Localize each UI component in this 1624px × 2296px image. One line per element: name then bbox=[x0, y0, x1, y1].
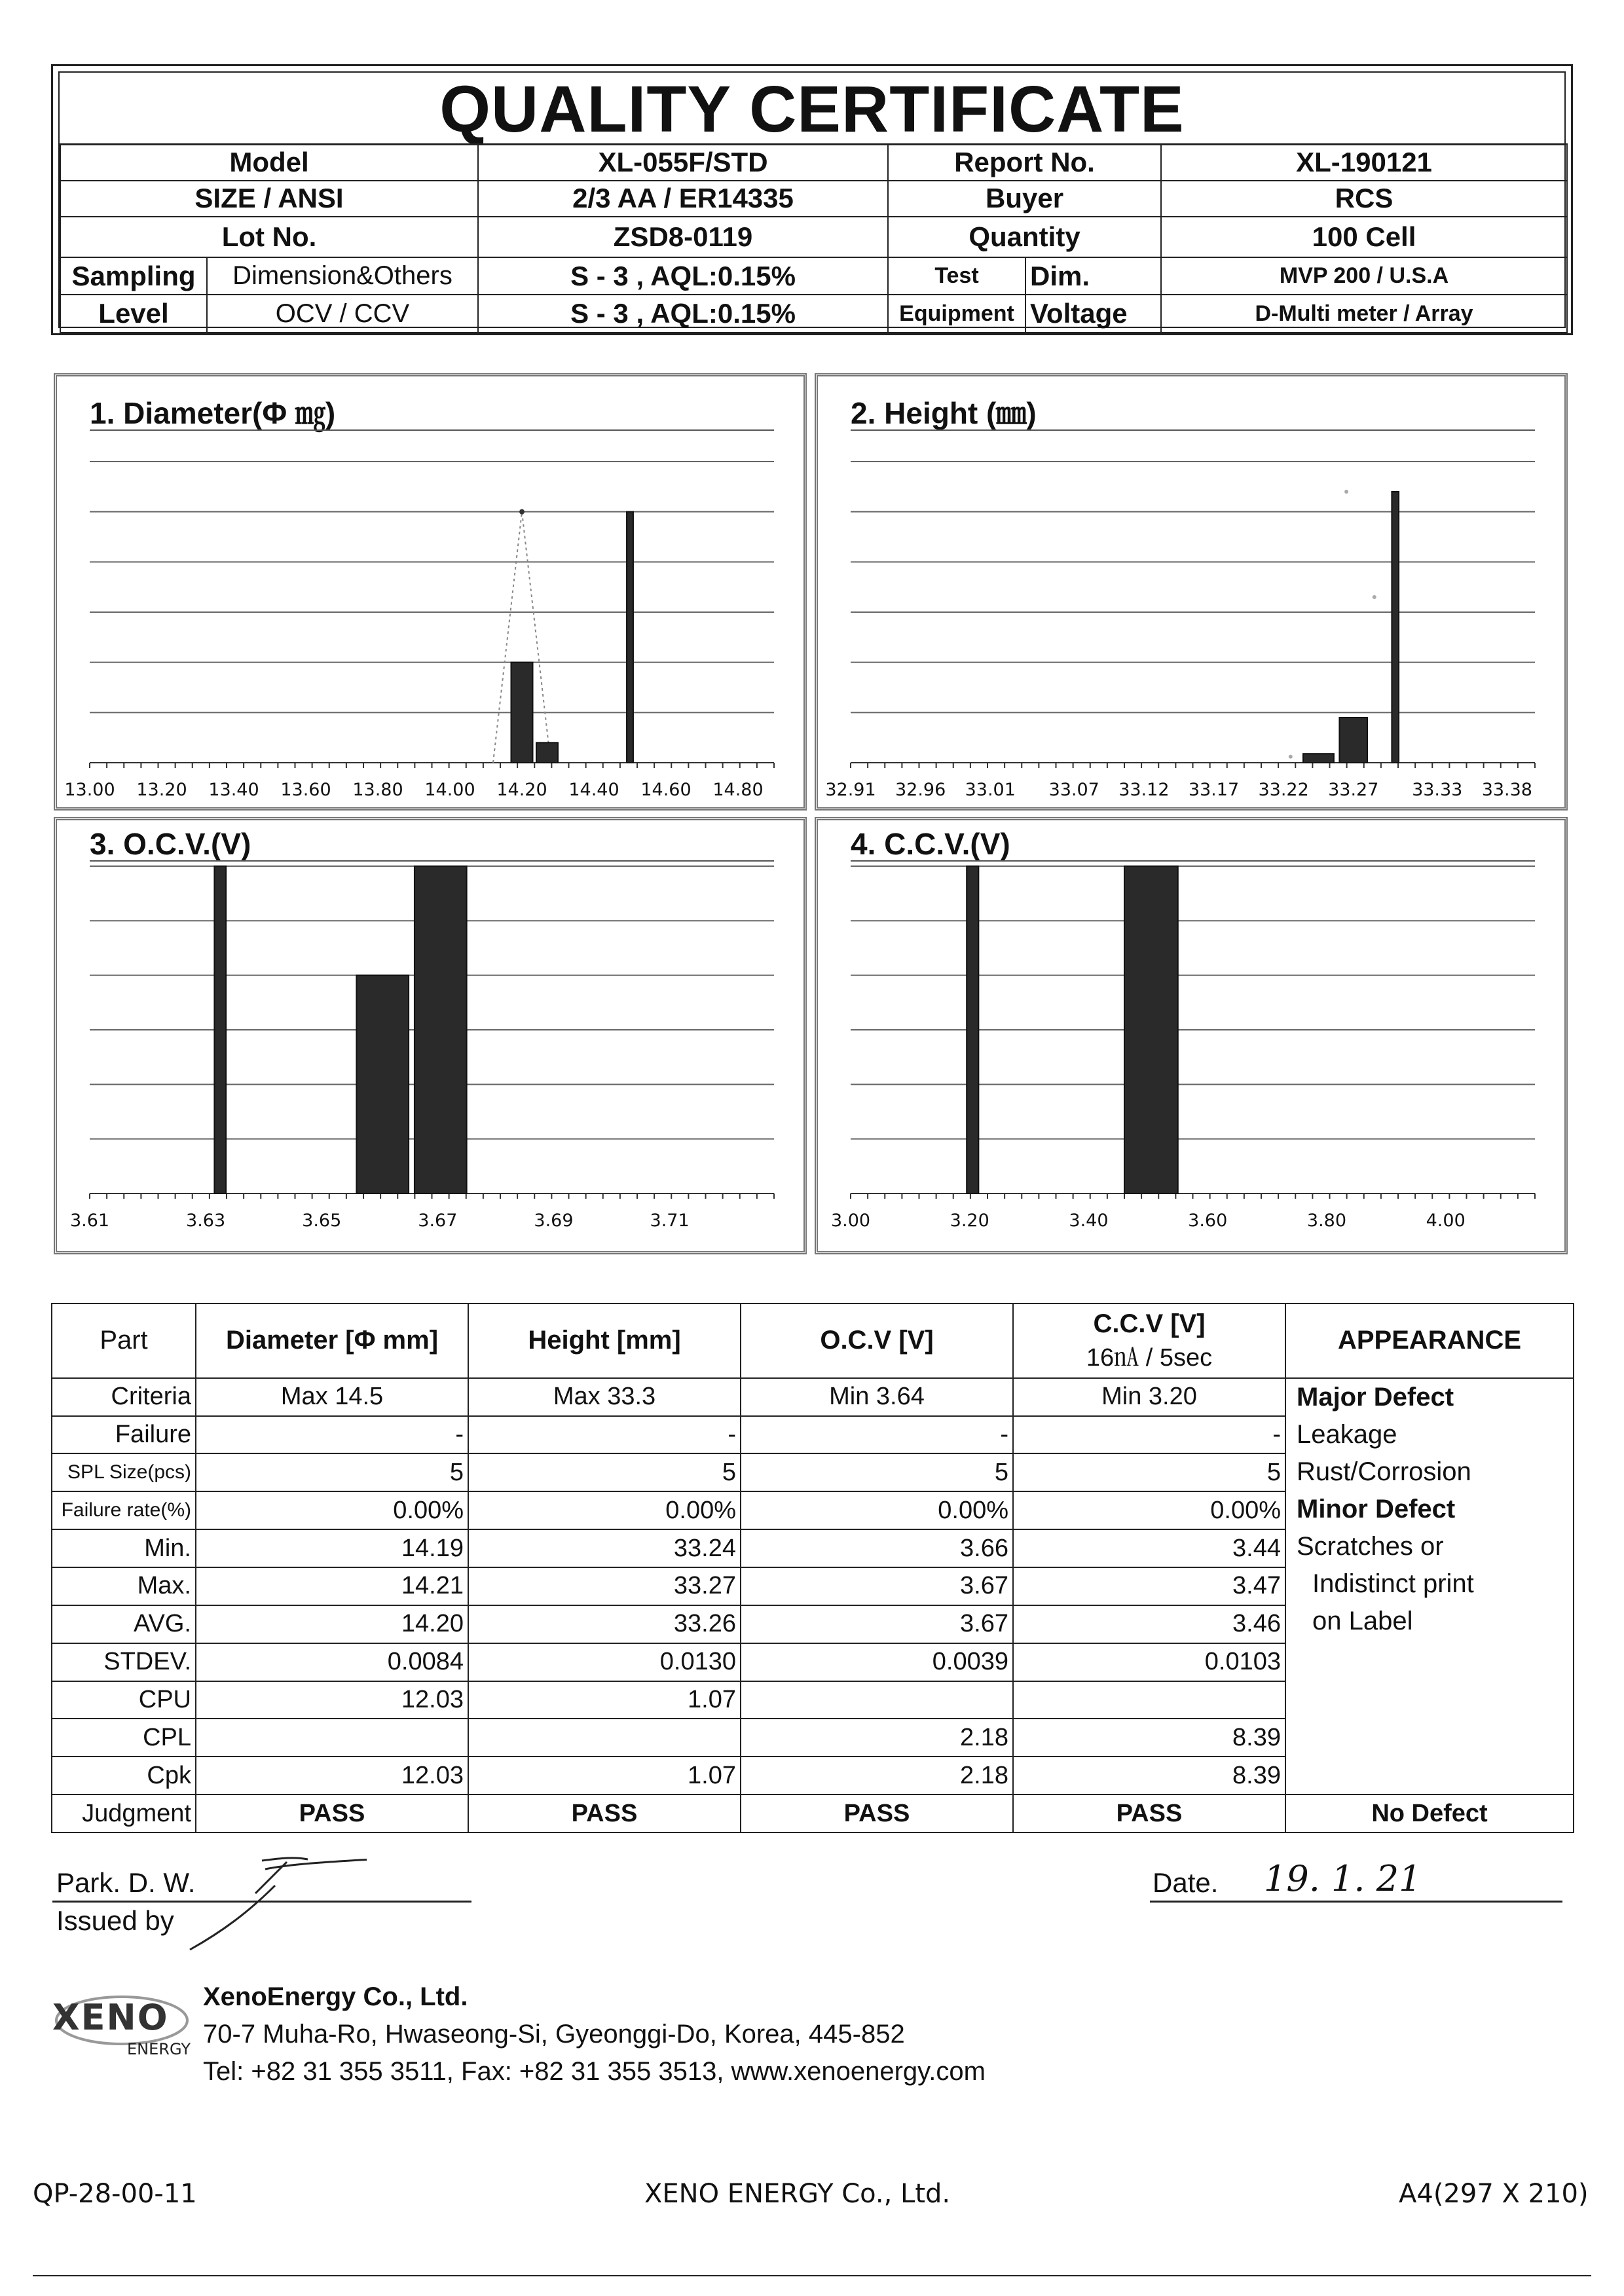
row-label: CPU bbox=[52, 1681, 196, 1719]
appearance-major-title: Major Defect bbox=[1297, 1382, 1454, 1412]
table-cell-diameter: 14.21 bbox=[196, 1567, 468, 1605]
table-cell-ocv: 0.0039 bbox=[741, 1643, 1013, 1681]
x-tick-label: 3.61 bbox=[69, 1211, 110, 1231]
bar bbox=[627, 512, 633, 763]
table-cell-height: 33.26 bbox=[468, 1605, 741, 1643]
diameter-header: Diameter [Φ mm] bbox=[196, 1303, 468, 1378]
x-tick-label: 33.22 bbox=[1258, 780, 1309, 800]
certificate-title: QUALITY CERTIFICATE bbox=[60, 73, 1564, 145]
bar bbox=[1392, 492, 1399, 763]
table-cell-diameter: 0.0084 bbox=[196, 1643, 468, 1681]
data-point bbox=[1373, 595, 1376, 599]
chart-title: 2. Height (㎜) bbox=[851, 396, 1037, 430]
signature-mark bbox=[170, 1846, 367, 1951]
appearance-major-1: Leakage bbox=[1297, 1419, 1397, 1449]
x-tick-label: 13.00 bbox=[64, 780, 115, 800]
quantity-value: 100 Cell bbox=[1161, 217, 1567, 257]
x-tick-label: 3.63 bbox=[186, 1211, 226, 1231]
bar bbox=[536, 742, 558, 763]
x-tick-label: 13.40 bbox=[208, 780, 259, 800]
report-value: XL-190121 bbox=[1161, 144, 1567, 181]
judgment-appearance: No Defect bbox=[1285, 1795, 1574, 1832]
x-tick-label: 3.20 bbox=[950, 1211, 989, 1231]
table-cell-ocv: Min 3.64 bbox=[741, 1378, 1013, 1416]
table-cell-height: Max 33.3 bbox=[468, 1378, 741, 1416]
size-label: SIZE / ANSI bbox=[60, 181, 478, 217]
buyer-value: RCS bbox=[1161, 181, 1567, 217]
x-tick-label: 33.17 bbox=[1188, 780, 1240, 800]
table-cell-diameter: Max 14.5 bbox=[196, 1378, 468, 1416]
buyer-label: Buyer bbox=[888, 181, 1161, 217]
bar bbox=[967, 866, 978, 1194]
bar bbox=[214, 866, 226, 1194]
row-label: AVG. bbox=[52, 1605, 196, 1643]
x-tick-label: 33.01 bbox=[965, 780, 1016, 800]
bottom-rule bbox=[33, 2275, 1591, 2276]
ocv-header: O.C.V [V] bbox=[741, 1303, 1013, 1378]
header-info-table bbox=[60, 143, 1568, 333]
appearance-major-2: Rust/Corrosion bbox=[1297, 1457, 1471, 1486]
level-label: Level bbox=[60, 295, 207, 333]
company-address: 70-7 Muha-Ro, Hwaseong-Si, Gyeonggi-Do, Korea, 445-852 bbox=[203, 2020, 905, 2049]
x-tick-label: 3.60 bbox=[1188, 1211, 1228, 1231]
date-value: 19. 1. 21 bbox=[1264, 1858, 1422, 1899]
table-cell-ccv: 3.47 bbox=[1013, 1567, 1285, 1605]
equipment-label: Equipment bbox=[888, 295, 1025, 333]
company-logo bbox=[48, 1984, 206, 2075]
x-tick-label: 3.69 bbox=[534, 1211, 574, 1231]
table-cell-height: 0.00% bbox=[468, 1491, 741, 1529]
results-table-body bbox=[52, 1378, 1574, 1832]
x-tick-label: 3.00 bbox=[830, 1211, 871, 1231]
table-cell-height: 33.27 bbox=[468, 1567, 741, 1605]
curve-peak-point bbox=[519, 509, 525, 515]
table-cell-diameter: 14.20 bbox=[196, 1605, 468, 1643]
ccv-header-cell bbox=[1013, 1303, 1285, 1378]
x-tick-label: 32.96 bbox=[895, 780, 946, 800]
row-label: STDEV. bbox=[52, 1643, 196, 1681]
date-label: Date. bbox=[1153, 1867, 1219, 1898]
appearance-header: APPEARANCE bbox=[1285, 1303, 1574, 1378]
table-cell-ccv: 0.00% bbox=[1013, 1491, 1285, 1529]
voltage-equipment-value: D-Multi meter / Array bbox=[1161, 295, 1567, 333]
table-row bbox=[52, 1378, 1574, 1416]
header-inner-frame bbox=[58, 71, 1566, 328]
table-cell-ccv: 8.39 bbox=[1013, 1719, 1285, 1757]
x-tick-label: 3.80 bbox=[1306, 1211, 1347, 1231]
table-cell-diameter: 12.03 bbox=[196, 1681, 468, 1719]
part-header: Part bbox=[52, 1303, 196, 1378]
x-tick-label: 14.00 bbox=[424, 780, 475, 800]
chart-ccv bbox=[815, 817, 1568, 1254]
x-tick-label: 3.65 bbox=[302, 1211, 342, 1231]
x-tick-label: 32.91 bbox=[825, 780, 876, 800]
x-tick-label: 4.00 bbox=[1426, 1211, 1466, 1231]
x-tick-label: 33.33 bbox=[1412, 780, 1463, 800]
table-cell-ocv: 3.67 bbox=[741, 1567, 1013, 1605]
table-cell-ccv: 3.46 bbox=[1013, 1605, 1285, 1643]
model-label: Model bbox=[60, 144, 478, 181]
table-cell-height: 5 bbox=[468, 1453, 741, 1491]
size-value: 2/3 AA / ER14335 bbox=[478, 181, 888, 217]
data-point bbox=[1344, 490, 1348, 494]
x-tick-label: 3.40 bbox=[1069, 1211, 1109, 1231]
row-label: Cpk bbox=[52, 1757, 196, 1795]
table-cell-diameter: 12.03 bbox=[196, 1757, 468, 1795]
chart-title: 1. Diameter(Φ ㎎) bbox=[90, 396, 336, 430]
table-cell-ocv: 2.18 bbox=[741, 1719, 1013, 1757]
bar bbox=[1124, 866, 1178, 1194]
chart-diameter bbox=[54, 373, 807, 811]
appearance-minor-title: Minor Defect bbox=[1297, 1494, 1456, 1523]
chart-title: 3. O.C.V.(V) bbox=[90, 827, 251, 861]
x-tick-label: 13.60 bbox=[280, 780, 331, 800]
x-tick-label: 14.40 bbox=[568, 780, 619, 800]
table-cell-ccv bbox=[1013, 1681, 1285, 1719]
lot-value: ZSD8-0119 bbox=[478, 217, 888, 257]
ocv-sampling-value: S - 3 , AQL:0.15% bbox=[478, 295, 888, 333]
appearance-criteria bbox=[1285, 1378, 1574, 1795]
table-cell-ccv: - bbox=[1013, 1416, 1285, 1454]
x-tick-label: 33.12 bbox=[1118, 780, 1170, 800]
table-cell-diameter bbox=[196, 1719, 468, 1757]
x-tick-label: 33.38 bbox=[1481, 780, 1532, 800]
results-table bbox=[51, 1303, 1574, 1833]
table-cell-ocv: 2.18 bbox=[741, 1757, 1013, 1795]
row-label: Failure rate(%) bbox=[52, 1491, 196, 1529]
bar bbox=[1303, 754, 1334, 763]
row-label: CPL bbox=[52, 1719, 196, 1757]
table-cell-ccv: Min 3.20 bbox=[1013, 1378, 1285, 1416]
table-cell-height bbox=[468, 1719, 741, 1757]
chart-svg bbox=[57, 820, 803, 1251]
logo-subtext: ENERGY bbox=[127, 2040, 191, 2058]
company-contact: Tel: +82 31 355 3511, Fax: +82 31 355 3513, www.xenoenergy.com bbox=[203, 2057, 986, 2086]
table-cell-ocv bbox=[741, 1681, 1013, 1719]
ocv-ccv-label: OCV / CCV bbox=[207, 295, 478, 333]
data-point bbox=[1289, 755, 1293, 759]
x-tick-label: 3.67 bbox=[418, 1211, 458, 1231]
judgment-height: PASS bbox=[468, 1795, 741, 1832]
table-cell-ocv: 0.00% bbox=[741, 1491, 1013, 1529]
row-label: Max. bbox=[52, 1567, 196, 1605]
table-cell-diameter: 14.19 bbox=[196, 1529, 468, 1567]
bar bbox=[1339, 718, 1367, 763]
chart-height bbox=[815, 373, 1568, 811]
x-tick-label: 14.60 bbox=[640, 780, 692, 800]
x-tick-label: 33.27 bbox=[1328, 780, 1379, 800]
voltage-label: Voltage bbox=[1025, 295, 1161, 333]
x-tick-label: 13.80 bbox=[352, 780, 403, 800]
paper-size: A4(297 X 210) bbox=[1399, 2179, 1589, 2209]
issuer-name: Park. D. W. bbox=[56, 1867, 196, 1898]
judgment-ccv: PASS bbox=[1013, 1795, 1285, 1832]
certificate-header bbox=[51, 64, 1573, 335]
chart-svg bbox=[57, 376, 803, 807]
logo-text: XENO bbox=[52, 1997, 169, 2038]
footer-company: XENO ENERGY Co., Ltd. bbox=[644, 2179, 951, 2209]
table-cell-ocv: 3.67 bbox=[741, 1605, 1013, 1643]
table-cell-ccv: 3.44 bbox=[1013, 1529, 1285, 1567]
date-line bbox=[1150, 1901, 1562, 1903]
judgment-diameter: PASS bbox=[196, 1795, 468, 1832]
chart-svg bbox=[818, 376, 1564, 807]
dim-equipment-value: MVP 200 / U.S.A bbox=[1161, 257, 1567, 295]
quantity-label: Quantity bbox=[888, 217, 1161, 257]
row-label: SPL Size(pcs) bbox=[52, 1453, 196, 1491]
lot-label: Lot No. bbox=[60, 217, 478, 257]
dim-label: Dim. bbox=[1025, 257, 1161, 295]
appearance-minor-3: on Label bbox=[1312, 1606, 1413, 1635]
x-tick-label: 3.71 bbox=[650, 1211, 690, 1231]
table-cell-height: 0.0130 bbox=[468, 1643, 741, 1681]
table-cell-height: - bbox=[468, 1416, 741, 1454]
table-cell-height: 33.24 bbox=[468, 1529, 741, 1567]
chart-ocv bbox=[54, 817, 807, 1254]
table-cell-ocv: 3.66 bbox=[741, 1529, 1013, 1567]
table-cell-ccv: 0.0103 bbox=[1013, 1643, 1285, 1681]
ccv-sub-header: 16㎁ / 5sec bbox=[1086, 1343, 1213, 1372]
bar bbox=[511, 663, 533, 763]
table-cell-diameter: - bbox=[196, 1416, 468, 1454]
table-cell-height: 1.07 bbox=[468, 1757, 741, 1795]
height-header: Height [mm] bbox=[468, 1303, 741, 1378]
sampling-label: Sampling bbox=[60, 257, 207, 295]
ccv-header: C.C.V [V] bbox=[1093, 1309, 1206, 1338]
appearance-minor-2: Indistinct print bbox=[1312, 1569, 1474, 1598]
x-tick-label: 13.20 bbox=[136, 780, 187, 800]
dim-sampling-value: S - 3 , AQL:0.15% bbox=[478, 257, 888, 295]
model-value: XL-055F/STD bbox=[478, 144, 888, 181]
x-tick-label: 33.07 bbox=[1048, 780, 1099, 800]
table-cell-ocv: 5 bbox=[741, 1453, 1013, 1491]
table-cell-diameter: 0.00% bbox=[196, 1491, 468, 1529]
test-label: Test bbox=[888, 257, 1025, 295]
judgment-row bbox=[52, 1795, 1574, 1832]
judgment-ocv: PASS bbox=[741, 1795, 1013, 1832]
row-label: Failure bbox=[52, 1416, 196, 1454]
bar bbox=[356, 975, 409, 1194]
x-tick-label: 14.20 bbox=[496, 780, 547, 800]
table-cell-diameter: 5 bbox=[196, 1453, 468, 1491]
row-label: Min. bbox=[52, 1529, 196, 1567]
company-name: XenoEnergy Co., Ltd. bbox=[203, 1982, 468, 2011]
document-code: QP-28-00-11 bbox=[33, 2179, 197, 2209]
table-cell-ccv: 8.39 bbox=[1013, 1757, 1285, 1795]
chart-svg bbox=[818, 820, 1564, 1251]
judgment-label: Judgment bbox=[52, 1795, 196, 1832]
table-cell-ccv: 5 bbox=[1013, 1453, 1285, 1491]
x-tick-label: 14.80 bbox=[712, 780, 764, 800]
table-cell-height: 1.07 bbox=[468, 1681, 741, 1719]
appearance-minor-1: Scratches or bbox=[1297, 1531, 1444, 1561]
dim-others-label: Dimension&Others bbox=[207, 257, 478, 295]
bar bbox=[415, 866, 467, 1194]
row-label: Criteria bbox=[52, 1378, 196, 1416]
chart-title: 4. C.C.V.(V) bbox=[851, 827, 1010, 861]
issued-by-label: Issued by bbox=[56, 1905, 174, 1936]
report-label: Report No. bbox=[888, 144, 1161, 181]
table-cell-ocv: - bbox=[741, 1416, 1013, 1454]
